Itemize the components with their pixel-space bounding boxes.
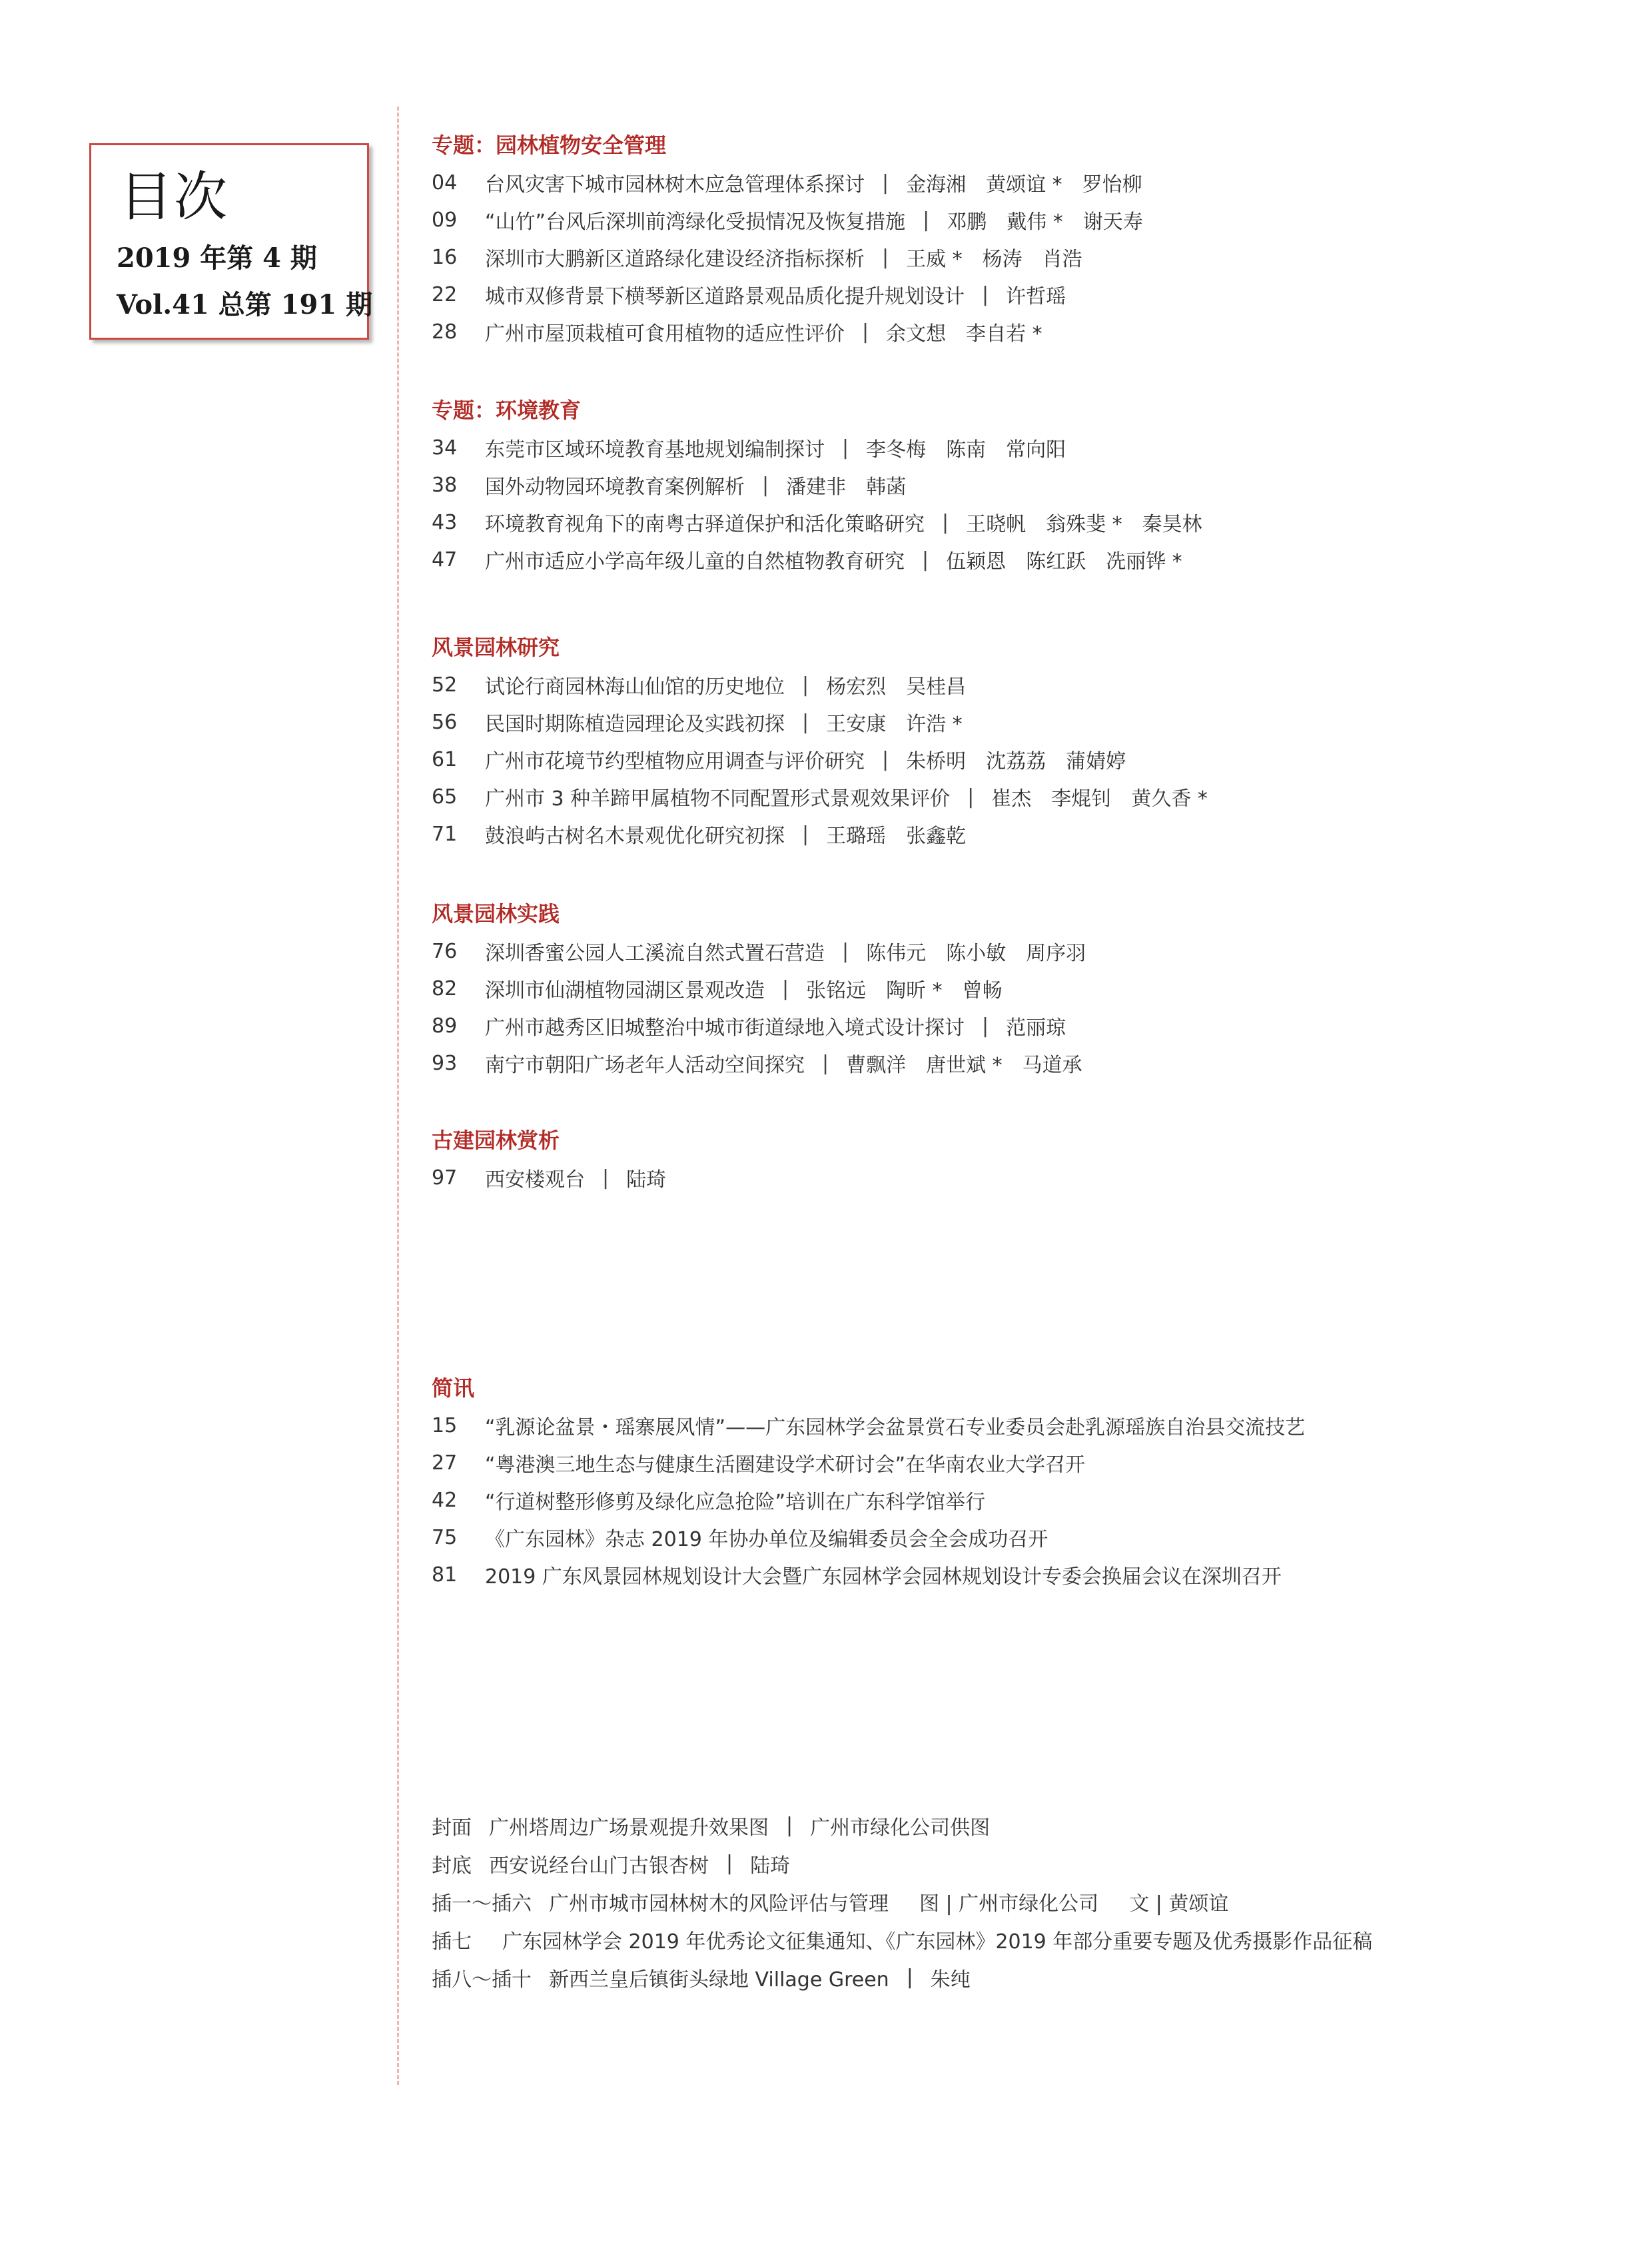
page-number: 89 xyxy=(432,1014,458,1038)
news-title: 2019 广东风景园林规划设计大会暨广东园林学会园林规划设计专委会换届会议在深圳召开 xyxy=(485,1565,1282,1589)
author: 戴伟 * xyxy=(1007,210,1063,234)
section-title: 古建园林赏析 xyxy=(432,1128,560,1153)
issue-number: 2019 年第 4 期 xyxy=(117,242,317,274)
article-title: 广州市越秀区旧城整治中城市街道绿地入境式设计探讨 xyxy=(485,1016,965,1040)
toc-entry[interactable] xyxy=(432,1159,1617,1196)
credit-text: 广州塔周边广场景观提升效果图 xyxy=(489,1816,769,1840)
author: 崔杰 xyxy=(991,787,1032,811)
article-title: 环境教育视角下的南粤古驿道保护和活化策略研究 xyxy=(485,513,925,536)
section-title: 专题：环境教育 xyxy=(432,398,582,423)
author: 马道承 xyxy=(1022,1054,1082,1077)
author: 王晓帆 xyxy=(966,513,1027,536)
author: 李自若 * xyxy=(966,322,1042,346)
page-number: 76 xyxy=(432,939,458,963)
news-entry[interactable] xyxy=(432,1556,1617,1593)
section-news xyxy=(432,1369,1617,1593)
page-number: 81 xyxy=(432,1563,458,1587)
separator: | xyxy=(802,673,809,697)
toc-entry[interactable] xyxy=(432,164,1617,201)
page-number: 71 xyxy=(432,822,458,846)
credit-text: 西安说经台山门古银杏树 xyxy=(489,1854,709,1878)
page-number: 27 xyxy=(432,1451,458,1475)
author: 余文想 xyxy=(886,322,947,346)
section-classical-gardens xyxy=(432,1122,1617,1196)
page-number: 93 xyxy=(432,1051,458,1075)
news-entry[interactable] xyxy=(432,1519,1617,1556)
news-entry[interactable] xyxy=(432,1407,1617,1444)
article-title: 广州市屋顶栽植可食用植物的适应性评价 xyxy=(485,322,845,346)
article-title: 深圳市大鹏新区道路绿化建设经济指标探析 xyxy=(485,248,865,271)
toc-entry[interactable] xyxy=(432,504,1617,541)
author: 常向阳 xyxy=(1006,438,1066,462)
article-title: 东莞市区域环境教育基地规划编制探讨 xyxy=(485,438,825,462)
page-number: 09 xyxy=(432,208,458,232)
section-title: 风景园林实践 xyxy=(432,901,560,927)
separator: | xyxy=(982,282,989,306)
author: 伍颖恩 xyxy=(946,550,1007,573)
page-number: 43 xyxy=(432,510,458,534)
separator: | xyxy=(786,1814,793,1837)
article-title: 广州市花境节约型植物应用调查与评价研究 xyxy=(485,750,865,773)
article-title: 台风灾害下城市园林树木应急管理体系探讨 xyxy=(485,173,865,196)
author: 陈南 xyxy=(946,438,987,462)
cover-credit xyxy=(432,1806,1617,1844)
page-number: 34 xyxy=(432,436,458,460)
page-number: 61 xyxy=(432,747,458,771)
back-cover-credit xyxy=(432,1844,1617,1882)
separator: | xyxy=(882,747,889,771)
author: 杨宏烈 xyxy=(826,675,887,699)
credit-label: 插七 xyxy=(432,1930,472,1954)
article-title: 深圳香蜜公园人工溪流自然式置石营造 xyxy=(485,942,825,965)
section-landscape-research xyxy=(432,629,1617,853)
toc-entry[interactable] xyxy=(432,201,1617,238)
toc-entry[interactable] xyxy=(432,541,1617,578)
news-title: “乳源论盆景・瑶寨展风情”——广东园林学会盆景赏石专业委员会赴乳源瑶族自治县交流技艺 xyxy=(485,1416,1306,1439)
author: 周序羽 xyxy=(1026,942,1086,965)
page-number: 65 xyxy=(432,785,458,809)
toc-entry[interactable] xyxy=(432,666,1617,703)
toc-entry[interactable] xyxy=(432,703,1617,741)
credit-source: 陆琦 xyxy=(750,1854,791,1878)
page-number: 75 xyxy=(432,1525,458,1549)
credit-text: 广东园林学会 2019 年优秀论文征集通知、《广东园林》2019 年部分重要专题及优秀摄影作品征稿 xyxy=(502,1930,1373,1954)
toc-entry[interactable] xyxy=(432,1007,1617,1044)
author: 陆琦 xyxy=(626,1168,667,1192)
toc-entry[interactable] xyxy=(432,970,1617,1007)
image-credits xyxy=(432,1806,1617,1996)
article-title: 广州市适应小学高年级儿童的自然植物教育研究 xyxy=(485,550,905,573)
credit-label: 插一～插六 xyxy=(432,1892,532,1916)
separator: | xyxy=(922,548,929,571)
author: 黄颂谊 * xyxy=(986,173,1062,196)
toc-entry[interactable] xyxy=(432,429,1617,466)
credit-source: 朱纯 xyxy=(930,1968,971,1992)
author: 罗怡柳 xyxy=(1082,173,1142,196)
article-title: 鼓浪屿古树名木景观优化研究初探 xyxy=(485,825,785,848)
separator: | xyxy=(967,785,975,809)
section-plant-safety xyxy=(432,127,1617,350)
article-title: 民国时期陈植造园理论及实践初探 xyxy=(485,713,785,736)
author: 陈小敏 xyxy=(946,942,1007,965)
separator: | xyxy=(906,1966,913,1989)
author: 曾畅 xyxy=(962,979,1003,1002)
separator: | xyxy=(802,822,809,846)
separator: | xyxy=(842,436,849,460)
page-number: 16 xyxy=(432,245,458,269)
credit-photo: 图 | 广州市绿化公司 xyxy=(919,1892,1099,1916)
page-number: 04 xyxy=(432,171,458,194)
author: 陈伟元 xyxy=(866,942,927,965)
credit-label: 插八～插十 xyxy=(432,1968,532,1992)
page-number: 82 xyxy=(432,976,458,1000)
article-title: 城市双修背景下横琴新区道路景观品质化提升规划设计 xyxy=(485,285,965,308)
credit-text: 新西兰皇后镇街头绿地 Village Green xyxy=(549,1968,889,1992)
separator: | xyxy=(842,939,849,963)
author: 许浩 * xyxy=(906,713,963,736)
author: 黄久香 * xyxy=(1131,787,1208,811)
article-title: 南宁市朝阳广场老年人活动空间探究 xyxy=(485,1054,805,1077)
page-number: 22 xyxy=(432,282,458,306)
article-title: “山竹”台风后深圳前湾绿化受损情况及恢复措施 xyxy=(485,210,906,234)
news-title: “行道树整形修剪及绿化应急抢险”培训在广东科学馆举行 xyxy=(485,1491,986,1514)
toc-entry[interactable] xyxy=(432,466,1617,504)
credit-writer: 文 | 黄颂谊 xyxy=(1129,1892,1229,1916)
section-title: 专题：园林植物安全管理 xyxy=(432,133,667,158)
separator: | xyxy=(602,1166,610,1190)
page-number: 47 xyxy=(432,548,458,571)
dashed-divider xyxy=(397,107,399,2085)
page-number: 38 xyxy=(432,473,458,497)
news-entry[interactable] xyxy=(432,1481,1617,1519)
toc-entry[interactable] xyxy=(432,276,1617,313)
toc-entry[interactable] xyxy=(432,238,1617,276)
author: 曹飘洋 xyxy=(846,1054,907,1077)
insert-credit-1 xyxy=(432,1882,1617,1920)
author: 吴桂昌 xyxy=(906,675,967,699)
author: 王璐瑶 xyxy=(826,825,887,848)
toc-content xyxy=(432,127,1617,1996)
separator: | xyxy=(726,1852,733,1875)
author: 肖浩 xyxy=(1042,248,1082,271)
author: 王安康 xyxy=(826,713,887,736)
toc-title: 目次 xyxy=(119,166,228,228)
page-number: 56 xyxy=(432,710,458,734)
author: 蒲婧婷 xyxy=(1066,750,1126,773)
section-landscape-practice xyxy=(432,895,1617,1082)
author: 冼丽铧 * xyxy=(1106,550,1182,573)
author: 金海湘 xyxy=(906,173,967,196)
credit-source: 广州市绿化公司供图 xyxy=(810,1816,991,1840)
article-title: 广州市 3 种羊蹄甲属植物不同配置形式景观效果评价 xyxy=(485,787,951,811)
author: 张铭远 xyxy=(806,979,867,1002)
section-title: 简讯 xyxy=(432,1375,475,1401)
section-title: 风景园林研究 xyxy=(432,635,560,660)
author: 王威 * xyxy=(906,248,963,271)
separator: | xyxy=(882,171,889,194)
author: 邓鹏 xyxy=(947,210,987,234)
separator: | xyxy=(923,208,930,232)
insert-credit-2 xyxy=(432,1920,1617,1958)
author: 张鑫乾 xyxy=(906,825,967,848)
page-number: 15 xyxy=(432,1413,458,1437)
credit-label: 封底 xyxy=(432,1854,472,1878)
page-number: 52 xyxy=(432,673,458,697)
page-number: 97 xyxy=(432,1166,458,1190)
section-environmental-education xyxy=(432,392,1617,578)
insert-credit-3 xyxy=(432,1958,1617,1996)
separator: | xyxy=(882,245,889,269)
page-number: 42 xyxy=(432,1488,458,1512)
toc-entry[interactable] xyxy=(432,933,1617,970)
news-title: 《广东园林》杂志 2019 年协办单位及编辑委员会全会成功召开 xyxy=(485,1528,1048,1551)
author: 范丽琼 xyxy=(1006,1016,1066,1040)
author: 杨涛 xyxy=(982,248,1023,271)
toc-entry[interactable] xyxy=(432,778,1617,815)
news-entry[interactable] xyxy=(432,1444,1617,1481)
author: 唐世斌 * xyxy=(926,1054,1003,1077)
separator: | xyxy=(762,473,769,497)
separator: | xyxy=(942,510,949,534)
author: 谢天寿 xyxy=(1082,210,1143,234)
author: 秦昊林 xyxy=(1142,513,1202,536)
author: 李焜钊 xyxy=(1051,787,1112,811)
toc-entry[interactable] xyxy=(432,1044,1617,1082)
author: 陶昕 * xyxy=(886,979,943,1002)
page-number: 28 xyxy=(432,320,458,344)
separator: | xyxy=(982,1014,989,1038)
separator: | xyxy=(862,320,869,344)
author: 韩菡 xyxy=(866,476,907,499)
toc-entry[interactable] xyxy=(432,815,1617,853)
credit-label: 封面 xyxy=(432,1816,472,1840)
author: 李冬梅 xyxy=(866,438,927,462)
news-title: “粤港澳三地生态与健康生活圈建设学术研讨会”在华南农业大学召开 xyxy=(485,1453,1086,1477)
author: 许哲瑶 xyxy=(1006,285,1066,308)
credit-text: 广州市城市园林树木的风险评估与管理 xyxy=(549,1892,889,1916)
author: 潘建非 xyxy=(786,476,847,499)
author: 陈红跃 xyxy=(1026,550,1086,573)
separator: | xyxy=(802,710,809,734)
author: 翁殊斐 * xyxy=(1046,513,1122,536)
author: 朱桥明 xyxy=(906,750,967,773)
toc-entry[interactable] xyxy=(432,313,1617,350)
separator: | xyxy=(822,1051,829,1075)
toc-entry[interactable] xyxy=(432,741,1617,778)
article-title: 国外动物园环境教育案例解析 xyxy=(485,476,745,499)
separator: | xyxy=(782,976,789,1000)
article-title: 深圳市仙湖植物园湖区景观改造 xyxy=(485,979,765,1002)
article-title: 试论行商园林海山仙馆的历史地位 xyxy=(485,675,785,699)
author: 沈荔荔 xyxy=(986,750,1046,773)
volume-number: Vol.41 总第 191 期 xyxy=(117,289,373,320)
issue-info-box xyxy=(89,143,373,340)
article-title: 西安楼观台 xyxy=(485,1168,585,1192)
